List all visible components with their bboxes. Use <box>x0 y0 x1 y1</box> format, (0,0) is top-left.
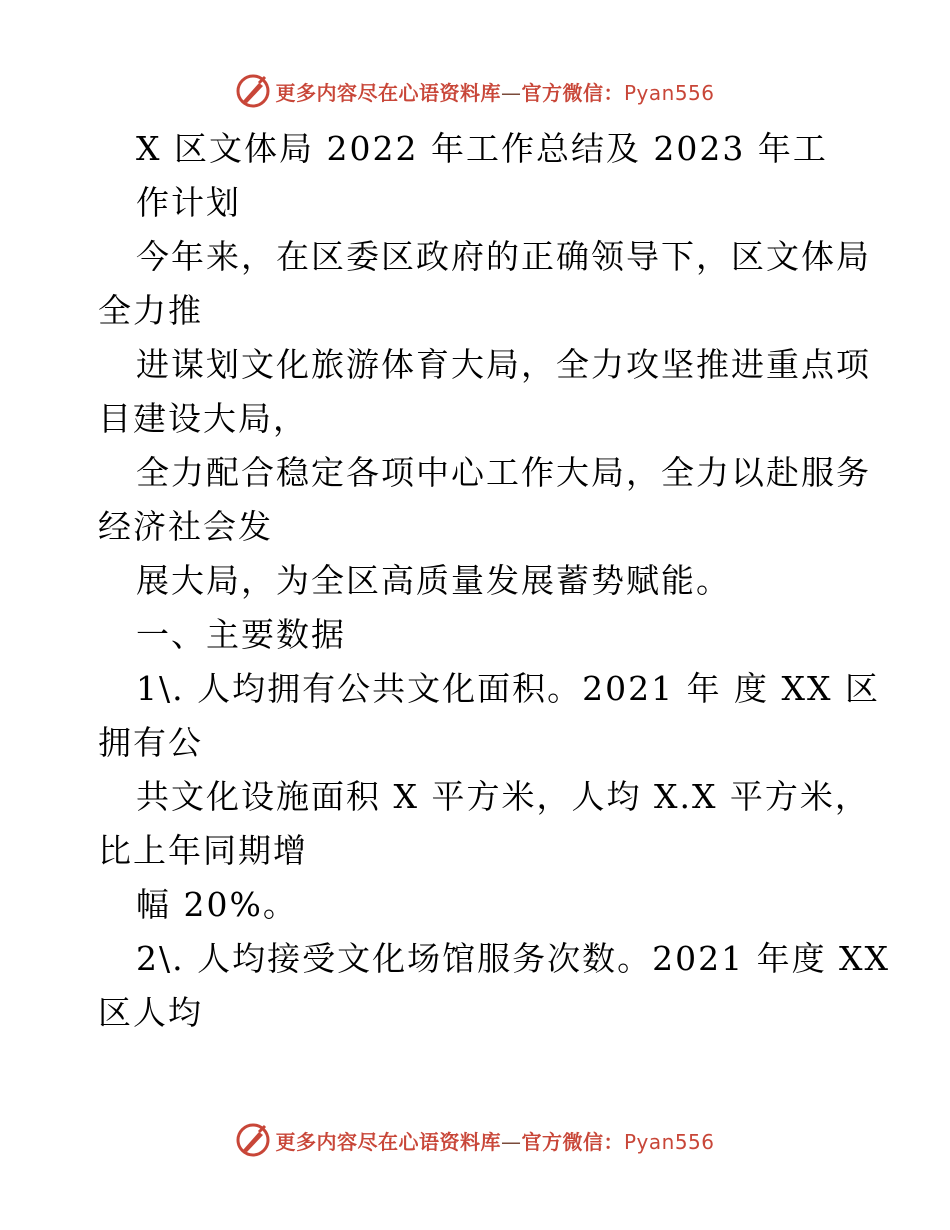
paragraph-line: 全力推 <box>98 291 203 330</box>
pen-logo-icon <box>235 73 271 109</box>
paragraph-line: 幅 20%。 <box>136 885 298 924</box>
title-line-2: 作计划 <box>136 183 241 222</box>
paragraph-line: 拥有公 <box>98 723 203 762</box>
paragraph-line: 全力配合稳定各项中心工作大局，全力以赴服务 <box>136 453 871 492</box>
paragraph-line: 目建设大局， <box>98 399 308 438</box>
section-heading: 一、主要数据 <box>136 615 346 654</box>
paragraph-line: 进谋划文化旅游体育大局，全力攻坚推进重点项 <box>136 345 871 384</box>
paragraph-line: 区人均 <box>98 993 203 1032</box>
paragraph-line: 共文化设施面积 X 平方米，人均 X.X 平方米， <box>136 777 870 816</box>
paragraph-line: 展大局，为全区高质量发展蓄势赋能。 <box>136 561 731 600</box>
watermark-text: 更多内容尽在心语资料库—官方微信：Pyan556 <box>275 1129 715 1154</box>
watermark-text: 更多内容尽在心语资料库—官方微信：Pyan556 <box>275 80 715 105</box>
watermark-footer <box>0 1120 950 1160</box>
watermark-header <box>0 71 950 111</box>
document-body <box>98 122 891 1040</box>
title-line-1: X 区文体局 2022 年工作总结及 2023 年工 <box>136 129 828 168</box>
paragraph-line: 2\. 人均接受文化场馆服务次数。2021 年度 XX <box>136 939 891 978</box>
paragraph-line: 今年来，在区委区政府的正确领导下，区文体局 <box>136 237 871 276</box>
paragraph-line: 经济社会发 <box>98 507 273 546</box>
pen-logo-icon <box>235 1122 271 1158</box>
paragraph-line: 1\. 人均拥有公共文化面积。2021 年 度 XX 区 <box>136 669 881 708</box>
paragraph-line: 比上年同期增 <box>98 831 308 870</box>
